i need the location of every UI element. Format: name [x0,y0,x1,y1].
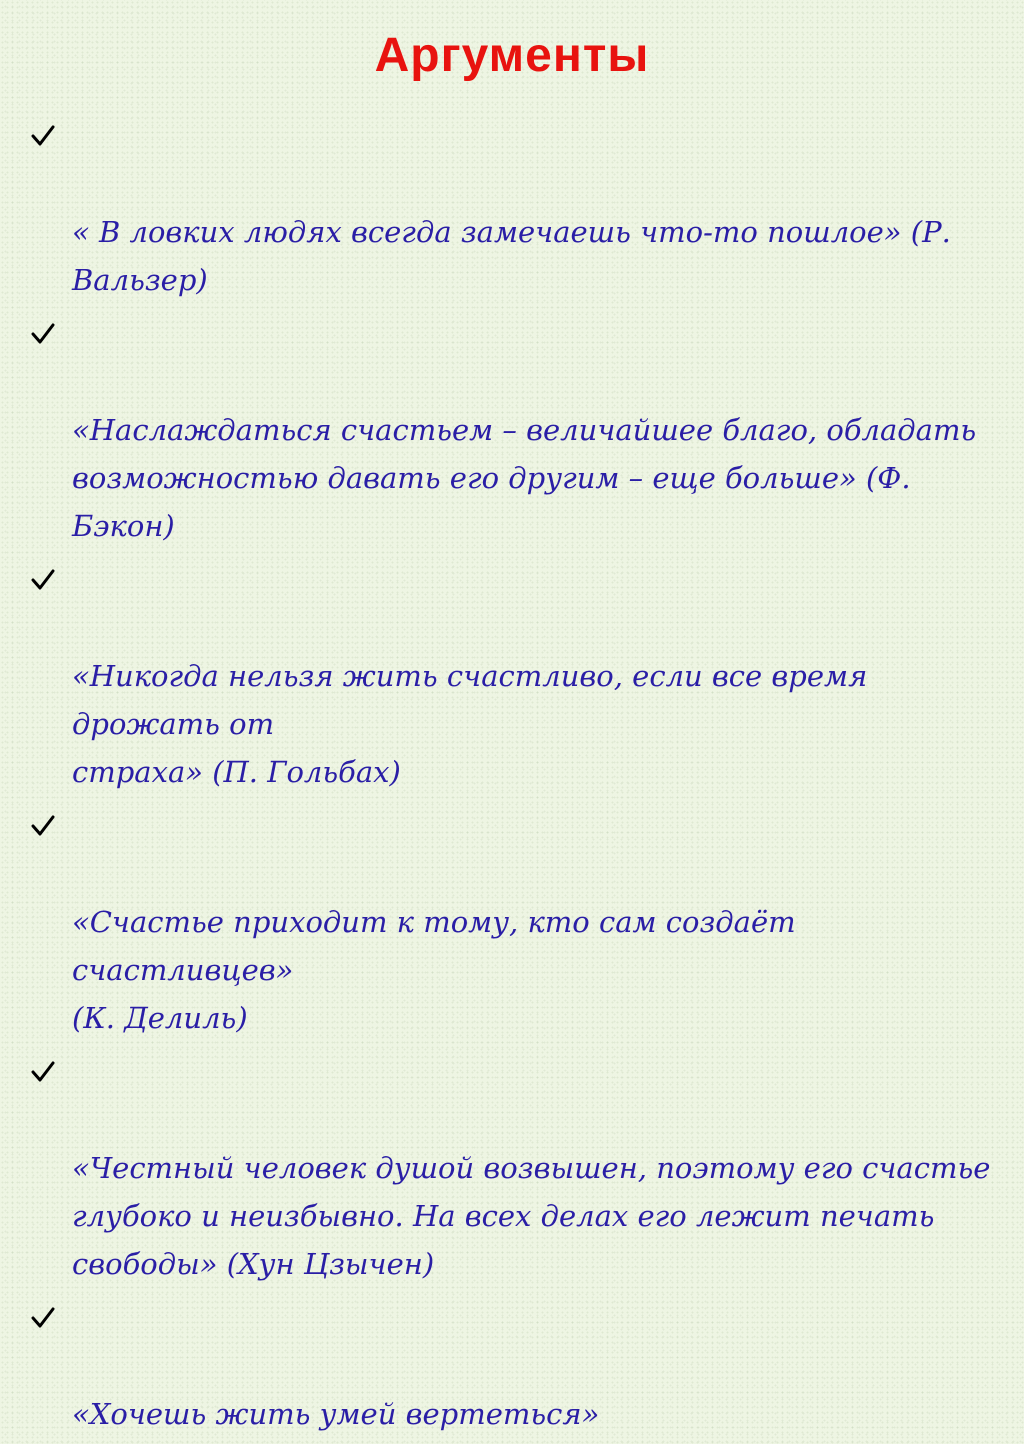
list-item [30,1294,1005,1438]
item-text: «Никогда нельзя жить счастливо, если все время дрожать от страха» (П. Гольбах) [72,659,868,789]
item-text: «Честный человек душой возвышен, поэтому его счастье глубоко и неизбывно. На всех делах его лежит печать свободы» (Хун Цзычен) [72,1151,991,1281]
checkmark-icon [30,1059,56,1085]
item-text: « В ловких людях всегда замечаешь что-то пошлое» (Р. Вальзер) [72,215,951,297]
list-item [30,802,1005,1042]
checkmark-icon [30,567,56,593]
list-item [30,310,1005,550]
item-text: «Наслаждаться счастьем – величайшее благо, обладать возможностью давать его другим – еще больше» (Ф. Бэкон) [72,413,977,543]
list-item [30,1048,1005,1288]
checkmark-icon [30,123,56,149]
checkmark-icon [30,813,56,839]
slide-title: Аргументы [374,29,650,82]
list-item [30,112,1005,304]
item-text: «Хочешь жить умей вертеться» [72,1397,600,1431]
item-text: «Счастье приходит к тому, кто сам создаёт счастливцев» (К. Делиль) [72,905,796,1035]
list-item [30,556,1005,796]
arguments-list [30,112,1005,1444]
checkmark-icon [30,321,56,347]
checkmark-icon [30,1305,56,1331]
